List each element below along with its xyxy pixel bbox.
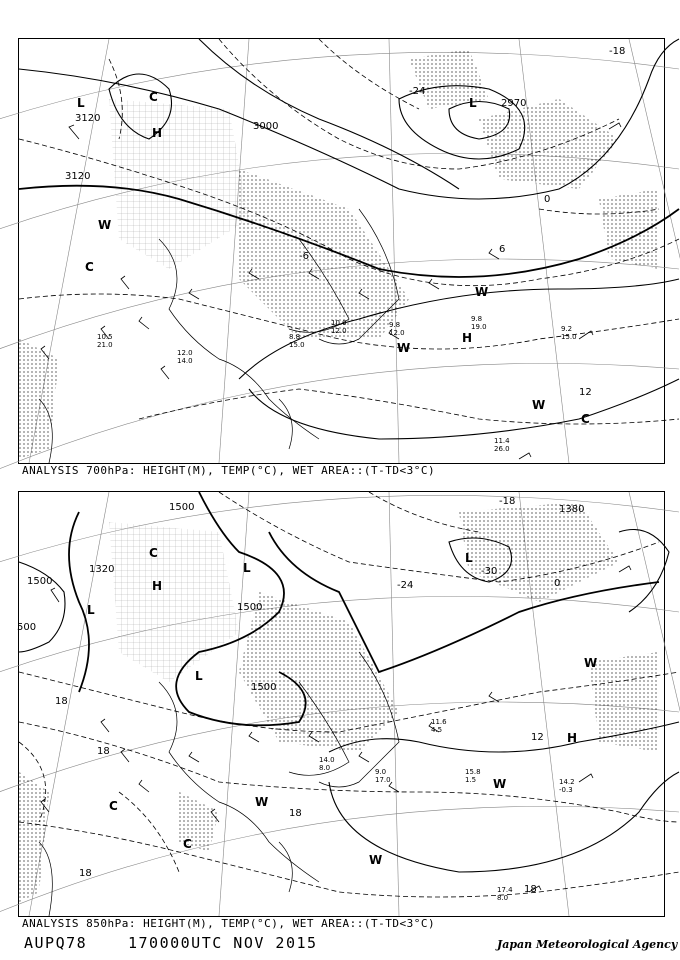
caption-700hpa: ANALYSIS 700hPa: HEIGHT(M), TEMP(°C), WET AREA::(T-TD<3°C) bbox=[22, 464, 436, 477]
contour-label: 6 bbox=[499, 244, 506, 255]
contour-label: -24 bbox=[397, 580, 414, 591]
contour-label: 18 bbox=[524, 884, 537, 895]
map-panel-700hpa bbox=[18, 38, 665, 464]
station-plot-value: -0.3 bbox=[559, 786, 573, 794]
map-700hpa-svg bbox=[19, 39, 664, 463]
station-plot-value: 1.5 bbox=[465, 776, 477, 784]
station-plot-value: 9.8 bbox=[389, 321, 401, 329]
low-marker: L bbox=[465, 551, 473, 565]
low-marker: L bbox=[77, 96, 85, 110]
cold-marker: C bbox=[109, 799, 118, 813]
cold-marker: C bbox=[149, 546, 158, 560]
caption-850hpa: ANALYSIS 850hPa: HEIGHT(M), TEMP(°C), WET AREA::(T-TD<3°C) bbox=[22, 917, 436, 930]
grid-hatch bbox=[109, 99, 249, 269]
warm-marker: W bbox=[475, 285, 489, 299]
low-marker: L bbox=[243, 561, 251, 575]
station-plot-value: 4.5 bbox=[431, 726, 443, 734]
low-marker: L bbox=[469, 96, 477, 110]
station-plot-value: 12.0 bbox=[331, 327, 347, 335]
station-plot-value: 9.2 bbox=[561, 325, 573, 333]
station-plot-value: 9.8 bbox=[471, 315, 483, 323]
low-marker: L bbox=[87, 603, 95, 617]
contour-label: 3120 bbox=[65, 171, 91, 182]
low-marker: L bbox=[195, 669, 203, 683]
station-plot-value: 19.0 bbox=[471, 323, 487, 331]
contour-label: 1380 bbox=[559, 504, 585, 515]
contour-label: 1500 bbox=[237, 602, 263, 613]
warm-marker: W bbox=[98, 218, 112, 232]
high-marker: H bbox=[462, 331, 473, 345]
station-plot-value: 8.0 bbox=[497, 894, 509, 902]
contour-label: 3000 bbox=[253, 121, 279, 132]
contour-label: 18 bbox=[289, 808, 302, 819]
station-plot-value: 11.4 bbox=[494, 437, 510, 445]
station-plot-value: 14.0 bbox=[177, 357, 193, 365]
high-marker: H bbox=[152, 579, 163, 593]
station-plot-value: 14.2 bbox=[559, 778, 575, 786]
contour-label: 12 bbox=[531, 732, 544, 743]
station-plot-value: 12.0 bbox=[177, 349, 193, 357]
contour-label: -24 bbox=[409, 86, 426, 97]
station-plot-value: 8.0 bbox=[319, 764, 331, 772]
contour-label: 1320 bbox=[89, 564, 115, 575]
warm-marker: W bbox=[584, 656, 598, 670]
cold-marker: C bbox=[149, 90, 158, 104]
warm-marker: W bbox=[369, 853, 383, 867]
station-plot-value: 15.0 bbox=[289, 341, 305, 349]
contour-label: 12 bbox=[579, 387, 592, 398]
contour-label: 18 bbox=[79, 868, 92, 879]
station-plot-value: 10.0 bbox=[331, 319, 347, 327]
cold-marker: C bbox=[183, 837, 192, 851]
contour-label: 0 bbox=[544, 194, 551, 205]
station-plot-value: 14.0 bbox=[319, 756, 335, 764]
warm-marker: W bbox=[493, 777, 507, 791]
grid-hatch bbox=[109, 522, 239, 682]
cold-marker: C bbox=[85, 260, 94, 274]
contour-label: 500 bbox=[17, 622, 37, 633]
contour-label: -6 bbox=[299, 251, 309, 262]
station-plot-value: 21.0 bbox=[97, 341, 113, 349]
contour-label: 1500 bbox=[169, 502, 195, 513]
station-plot-value: 15.8 bbox=[465, 768, 481, 776]
contour-label: 1500 bbox=[27, 576, 53, 587]
contour-label: -18 bbox=[609, 46, 626, 57]
station-plot-value: 10.5 bbox=[97, 333, 113, 341]
high-marker: H bbox=[152, 126, 163, 140]
high-marker: H bbox=[567, 731, 578, 745]
chart-id: AUPQ78 bbox=[24, 934, 88, 952]
agency-name: Japan Meteorological Agency bbox=[497, 938, 678, 951]
station-plot-value: 11.6 bbox=[431, 718, 447, 726]
contour-label: 18 bbox=[97, 746, 110, 757]
valid-time: 170000UTC NOV 2015 bbox=[128, 934, 318, 952]
station-plot-value: 17.0 bbox=[375, 776, 391, 784]
warm-marker: W bbox=[255, 795, 269, 809]
contour-label: 0 bbox=[554, 578, 561, 589]
station-plot-value: 9.0 bbox=[375, 768, 387, 776]
contour-label: 2970 bbox=[501, 98, 527, 109]
cold-marker: C bbox=[581, 412, 590, 426]
contour-label: -30 bbox=[481, 566, 498, 577]
contour-label: 18 bbox=[55, 696, 68, 707]
station-plot-value: 15.0 bbox=[561, 333, 577, 341]
station-plot-value: 17.4 bbox=[497, 886, 513, 894]
contour-label: 1500 bbox=[251, 682, 277, 693]
map-850hpa-svg bbox=[19, 492, 664, 916]
contour-label: -18 bbox=[499, 496, 516, 507]
station-plot-value: 26.0 bbox=[494, 445, 510, 453]
map-panel-850hpa bbox=[18, 491, 665, 917]
contour-label: 3120 bbox=[75, 113, 101, 124]
warm-marker: W bbox=[532, 398, 546, 412]
station-plot-value: 8.8 bbox=[289, 333, 301, 341]
warm-marker: W bbox=[397, 341, 411, 355]
station-plot-value: 12.0 bbox=[389, 329, 405, 337]
